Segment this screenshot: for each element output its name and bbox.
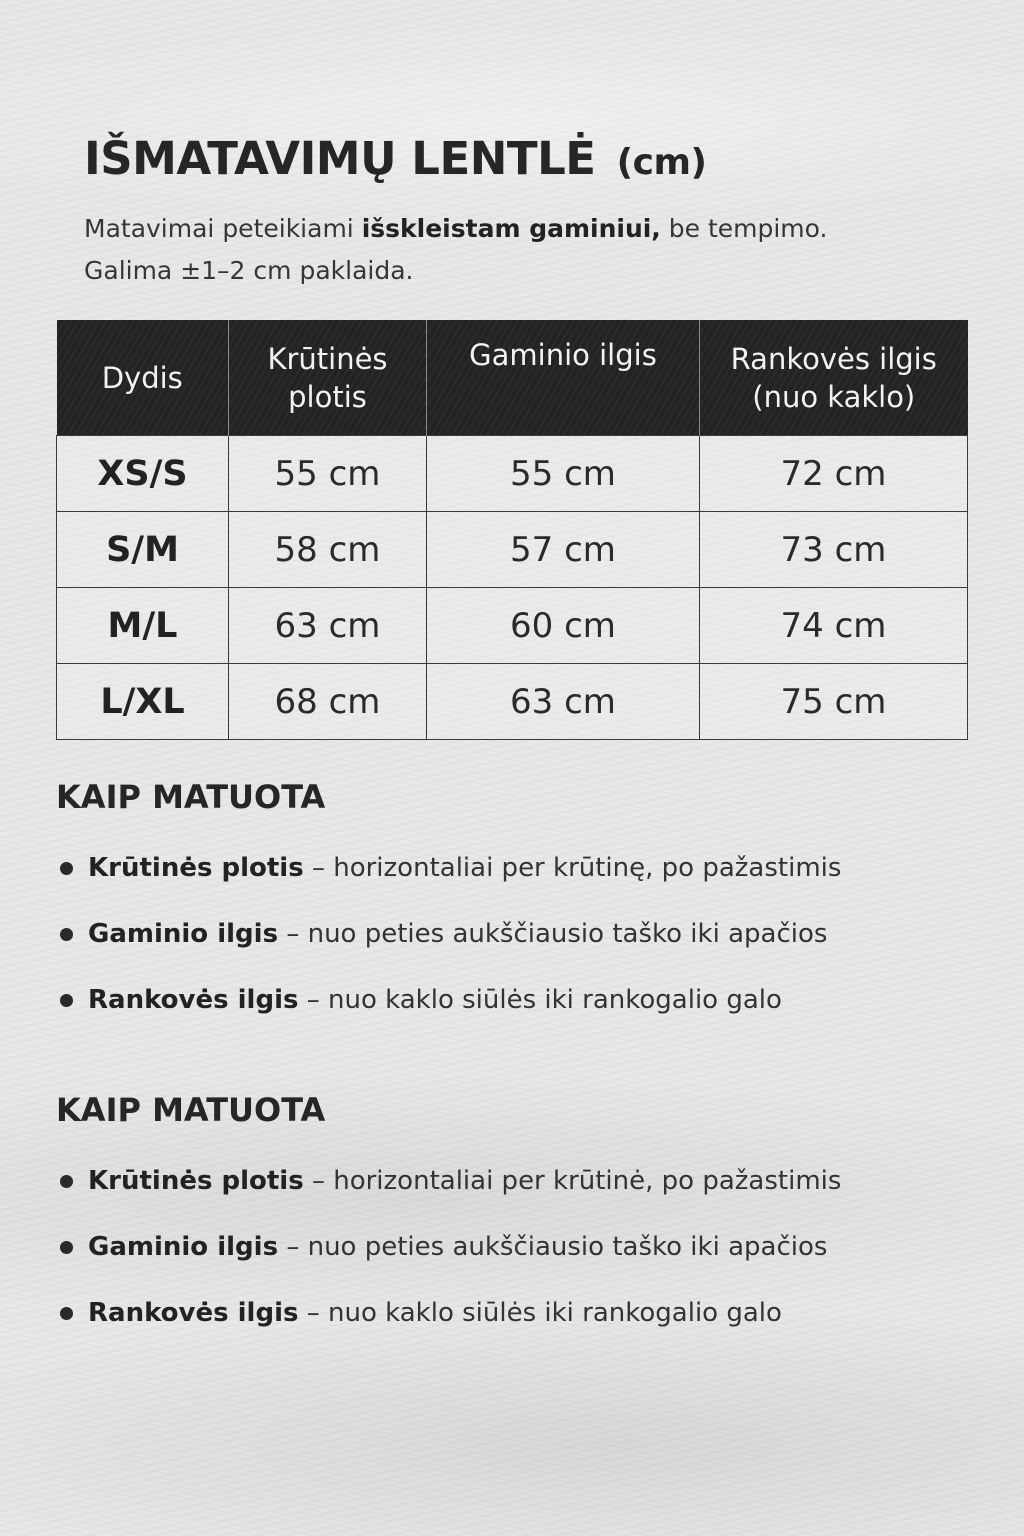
header-size	[57, 320, 229, 436]
item-term: Krūtinės plotis	[88, 853, 304, 883]
header-length-label: Gaminio ilgis	[469, 338, 657, 372]
item-term: Gaminio ilgis	[88, 919, 279, 949]
section-heading: KAIP MATUOTA	[56, 1091, 326, 1129]
subtitle-line1-bold: išskleistam gaminiui,	[361, 214, 661, 243]
cell-sleeve: 74 cm	[700, 588, 968, 664]
item-desc: – nuo kaklo siūlės iki rankogalio galo	[298, 1298, 782, 1328]
page-title	[84, 132, 706, 185]
header-sleeve	[700, 320, 968, 436]
measure-list	[56, 850, 996, 1048]
table-row	[57, 436, 968, 512]
list-item	[56, 916, 996, 982]
subtitle-line1-prefix: Matavimai peteikiami	[84, 214, 362, 243]
item-desc: – nuo peties aukščiausio taško iki apačios	[278, 1232, 828, 1262]
bullet-icon	[60, 1241, 73, 1254]
list-item	[56, 850, 996, 916]
header-sleeve-line1: Rankovės ilgis	[730, 341, 937, 376]
header-length	[427, 320, 700, 436]
cell-chest: 68 cm	[229, 664, 427, 740]
bullet-icon	[60, 1307, 73, 1320]
cell-size: XS/S	[57, 436, 229, 512]
item-term: Gaminio ilgis	[88, 1232, 279, 1262]
bullet-icon	[60, 1175, 73, 1188]
item-term: Rankovės ilgis	[88, 985, 299, 1015]
item-desc: – nuo kaklo siūlės iki rankogalio galo	[298, 985, 782, 1015]
cell-chest: 55 cm	[229, 436, 427, 512]
subtitle-line1-suffix: be tempimo.	[660, 214, 828, 243]
subtitle-line2: Galima ±1–2 cm paklaida.	[84, 256, 414, 285]
list-item	[56, 1229, 996, 1295]
cell-length: 55 cm	[427, 436, 700, 512]
header-chest-line2: plotis	[288, 379, 367, 414]
cell-length: 57 cm	[427, 512, 700, 588]
item-desc: – horizontaliai per krūtinė, po pažastimis	[303, 1166, 842, 1196]
item-term: Krūtinės plotis	[88, 1166, 304, 1196]
table-row	[57, 512, 968, 588]
bullet-icon	[60, 862, 73, 875]
measure-list	[56, 1163, 996, 1361]
cell-length: 60 cm	[427, 588, 700, 664]
title-unit: (cm)	[616, 142, 707, 183]
list-item	[56, 982, 996, 1048]
table-header-row	[57, 320, 968, 436]
cell-size: L/XL	[57, 664, 229, 740]
list-item	[56, 1295, 996, 1361]
item-term: Rankovės ilgis	[88, 1298, 299, 1328]
bullet-icon	[60, 928, 73, 941]
table-row	[57, 664, 968, 740]
cell-size: S/M	[57, 512, 229, 588]
cell-size: M/L	[57, 588, 229, 664]
cell-chest: 58 cm	[229, 512, 427, 588]
table-row	[57, 588, 968, 664]
header-chest-line1: Krūtinės	[267, 341, 388, 376]
cell-sleeve: 75 cm	[700, 664, 968, 740]
how-to-measure-section	[56, 778, 996, 1048]
how-to-measure-section-repeat	[56, 1091, 996, 1361]
header-size-label: Dydis	[101, 360, 183, 395]
section-heading: KAIP MATUOTA	[56, 778, 326, 816]
title-text: IŠMATAVIMŲ LENTLĖ	[84, 132, 596, 185]
bullet-icon	[60, 994, 73, 1007]
list-item	[56, 1163, 996, 1229]
cell-sleeve: 72 cm	[700, 436, 968, 512]
size-table	[56, 320, 968, 740]
item-desc: – nuo peties aukščiausio taško iki apačios	[278, 919, 828, 949]
cell-length: 63 cm	[427, 664, 700, 740]
header-chest	[229, 320, 427, 436]
item-desc: – horizontaliai per krūtinę, po pažastimis	[303, 853, 842, 883]
cell-chest: 63 cm	[229, 588, 427, 664]
cell-sleeve: 73 cm	[700, 512, 968, 588]
header-sleeve-line2: (nuo kaklo)	[752, 379, 916, 414]
subtitle	[84, 208, 827, 292]
